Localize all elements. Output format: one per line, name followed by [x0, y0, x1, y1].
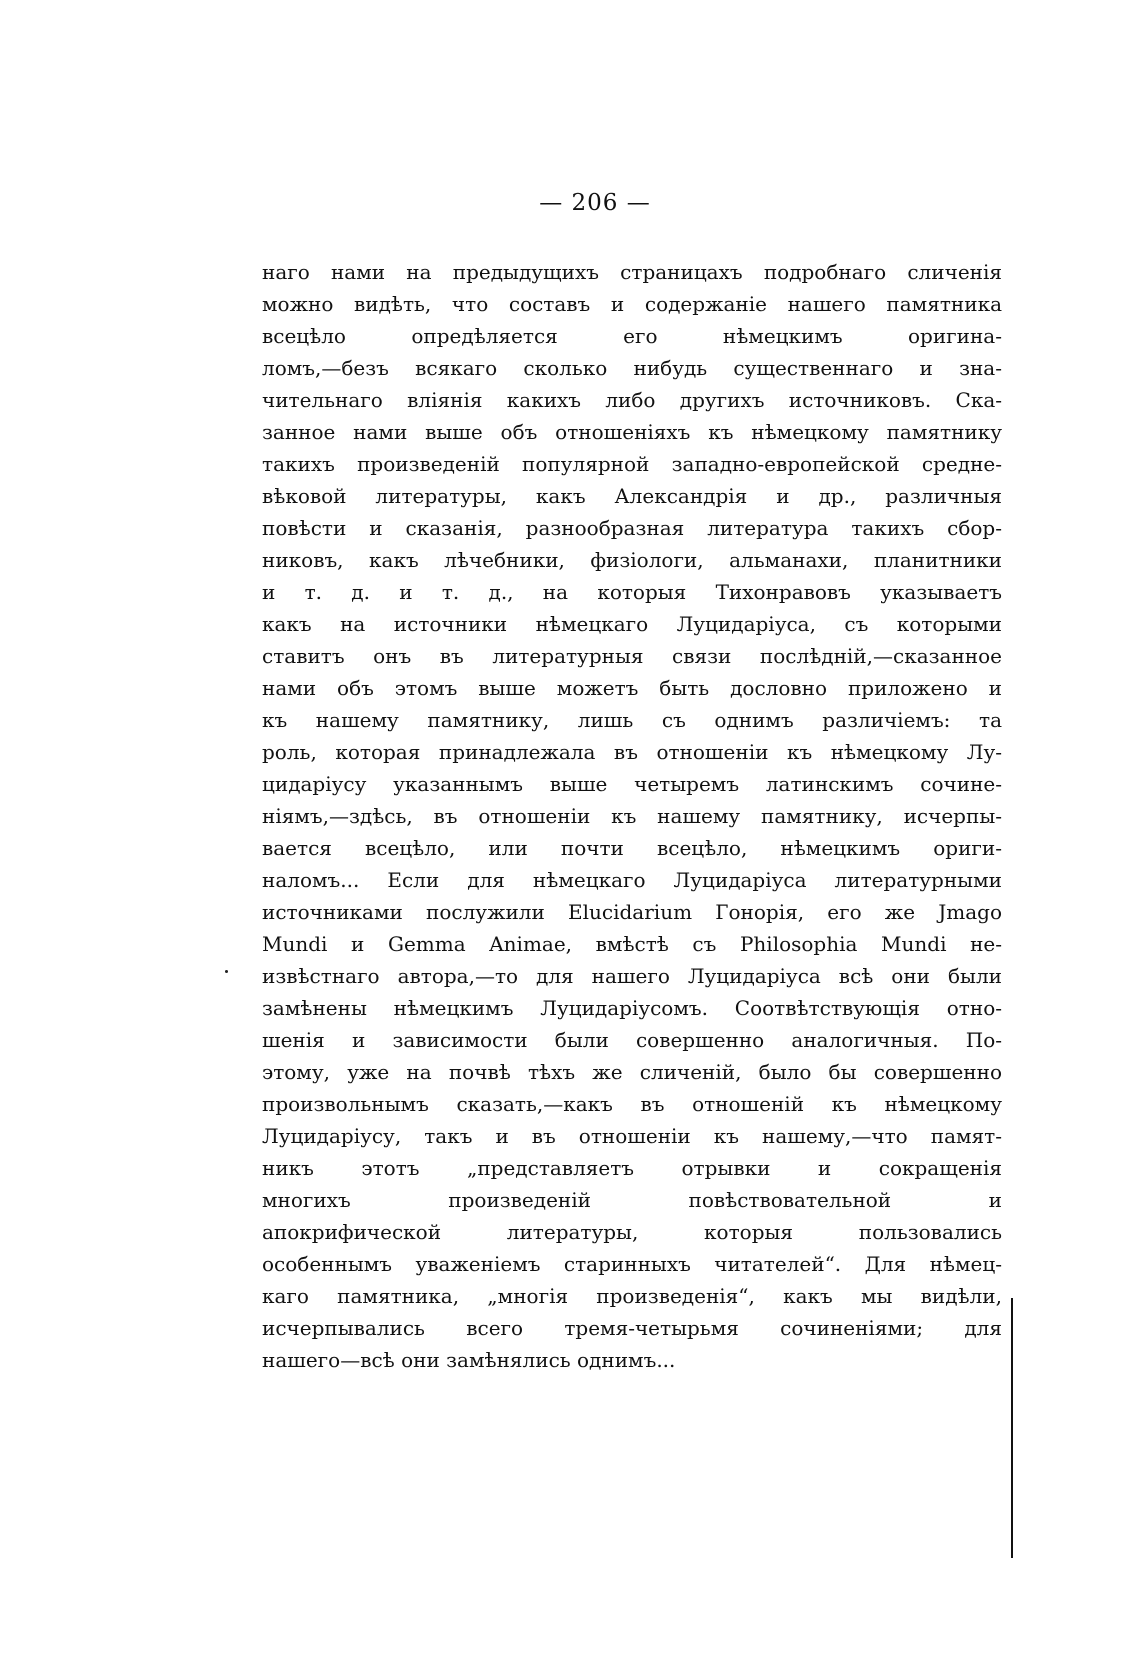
- text-line: цидаріусу указаннымъ выше четыремъ латинскимъ сочине-: [262, 772, 1002, 796]
- text-line: повѣсти и сказанія, разнообразная литература такихъ сбор-: [262, 516, 1002, 540]
- text-line: роль, которая принадлежала въ отношеніи къ нѣмецкому Лу-: [262, 740, 1002, 764]
- text-line: какъ на источники нѣмецкаго Луцидаріуса, съ которыми: [262, 612, 1002, 636]
- text-line: можно видѣть, что составъ и содержаніе нашего памятника: [262, 292, 1002, 316]
- text-line: занное нами выше объ отношеніяхъ къ нѣмецкому памятнику: [262, 420, 1002, 444]
- text-line: замѣнены нѣмецкимъ Луцидаріусомъ. Соотвѣтствующія отно-: [262, 996, 1002, 1020]
- text-line: произвольнымъ сказать,—какъ въ отношеній къ нѣмецкому: [262, 1092, 1002, 1116]
- text-line: каго памятника, „многія произведенія“, какъ мы видѣли,: [262, 1284, 1002, 1308]
- text-line: извѣстнаго автора,—то для нашего Луцидаріуса всѣ они были: [262, 964, 1002, 988]
- scan-speck: [225, 970, 228, 973]
- text-line: шенія и зависимости были совершенно аналогичныя. По-: [262, 1028, 1002, 1052]
- text-line: никъ этотъ „представляетъ отрывки и сокращенія: [262, 1156, 1002, 1180]
- text-line: ставитъ онъ въ литературныя связи послѣдній,—сказанное: [262, 644, 1002, 668]
- text-line: ніямъ,—здѣсь, въ отношеніи къ нашему памятнику, исчерпы-: [262, 804, 1002, 828]
- text-line: и т. д. и т. д., на которыя Тихонравовъ указываетъ: [262, 580, 1002, 604]
- page-number: — 206 —: [539, 190, 651, 216]
- text-line: нами объ этомъ выше можетъ быть дословно приложено и: [262, 676, 1002, 700]
- text-line: нашего—всѣ они замѣнялись однимъ...: [262, 1348, 676, 1372]
- text-line: многихъ произведеній повѣствовательной и: [262, 1188, 1002, 1212]
- text-line: никовъ, какъ лѣчебники, физіологи, альманахи, планитники: [262, 548, 1002, 572]
- text-line: ломъ,—безъ всякаго сколько нибудь существеннаго и зна-: [262, 356, 1002, 380]
- text-line: особеннымъ уваженіемъ старинныхъ читателей“. Для нѣмец-: [262, 1252, 1002, 1276]
- text-line: исчерпывались всего тремя-четырьмя сочиненіями; для: [262, 1316, 1002, 1340]
- text-line: Mundi и Gemma Animae, вмѣстѣ съ Philosophia Mundi не-: [262, 932, 1002, 956]
- text-line: Луцидаріусу, такъ и въ отношеніи къ нашему,—что памят-: [262, 1124, 1002, 1148]
- margin-rule: [1011, 1298, 1013, 1558]
- text-line: чительнаго вліянія какихъ либо другихъ источниковъ. Ска-: [262, 388, 1002, 412]
- text-line: наломъ... Если для нѣмецкаго Луцидаріуса литературными: [262, 868, 1002, 892]
- text-line: всецѣло опредѣляется его нѣмецкимъ оригина-: [262, 324, 1002, 348]
- body-text: [262, 256, 1002, 1376]
- text-line: такихъ произведеній популярной западно-европейской средне-: [262, 452, 1002, 476]
- text-line: источниками послужили Elucidarium Гонорія, его же Jmago: [262, 900, 1002, 924]
- text-line: къ нашему памятнику, лишь съ однимъ различіемъ: та: [262, 708, 1002, 732]
- text-line: этому, уже на почвѣ тѣхъ же сличеній, было бы совершенно: [262, 1060, 1002, 1084]
- text-line: вѣковой литературы, какъ Александрія и др., различныя: [262, 484, 1002, 508]
- text-line: наго нами на предыдущихъ страницахъ подробнаго сличенія: [262, 260, 1002, 284]
- text-line: апокрифической литературы, которыя пользовались: [262, 1220, 1002, 1244]
- text-line: вается всецѣло, или почти всецѣло, нѣмецкимъ ориги-: [262, 836, 1002, 860]
